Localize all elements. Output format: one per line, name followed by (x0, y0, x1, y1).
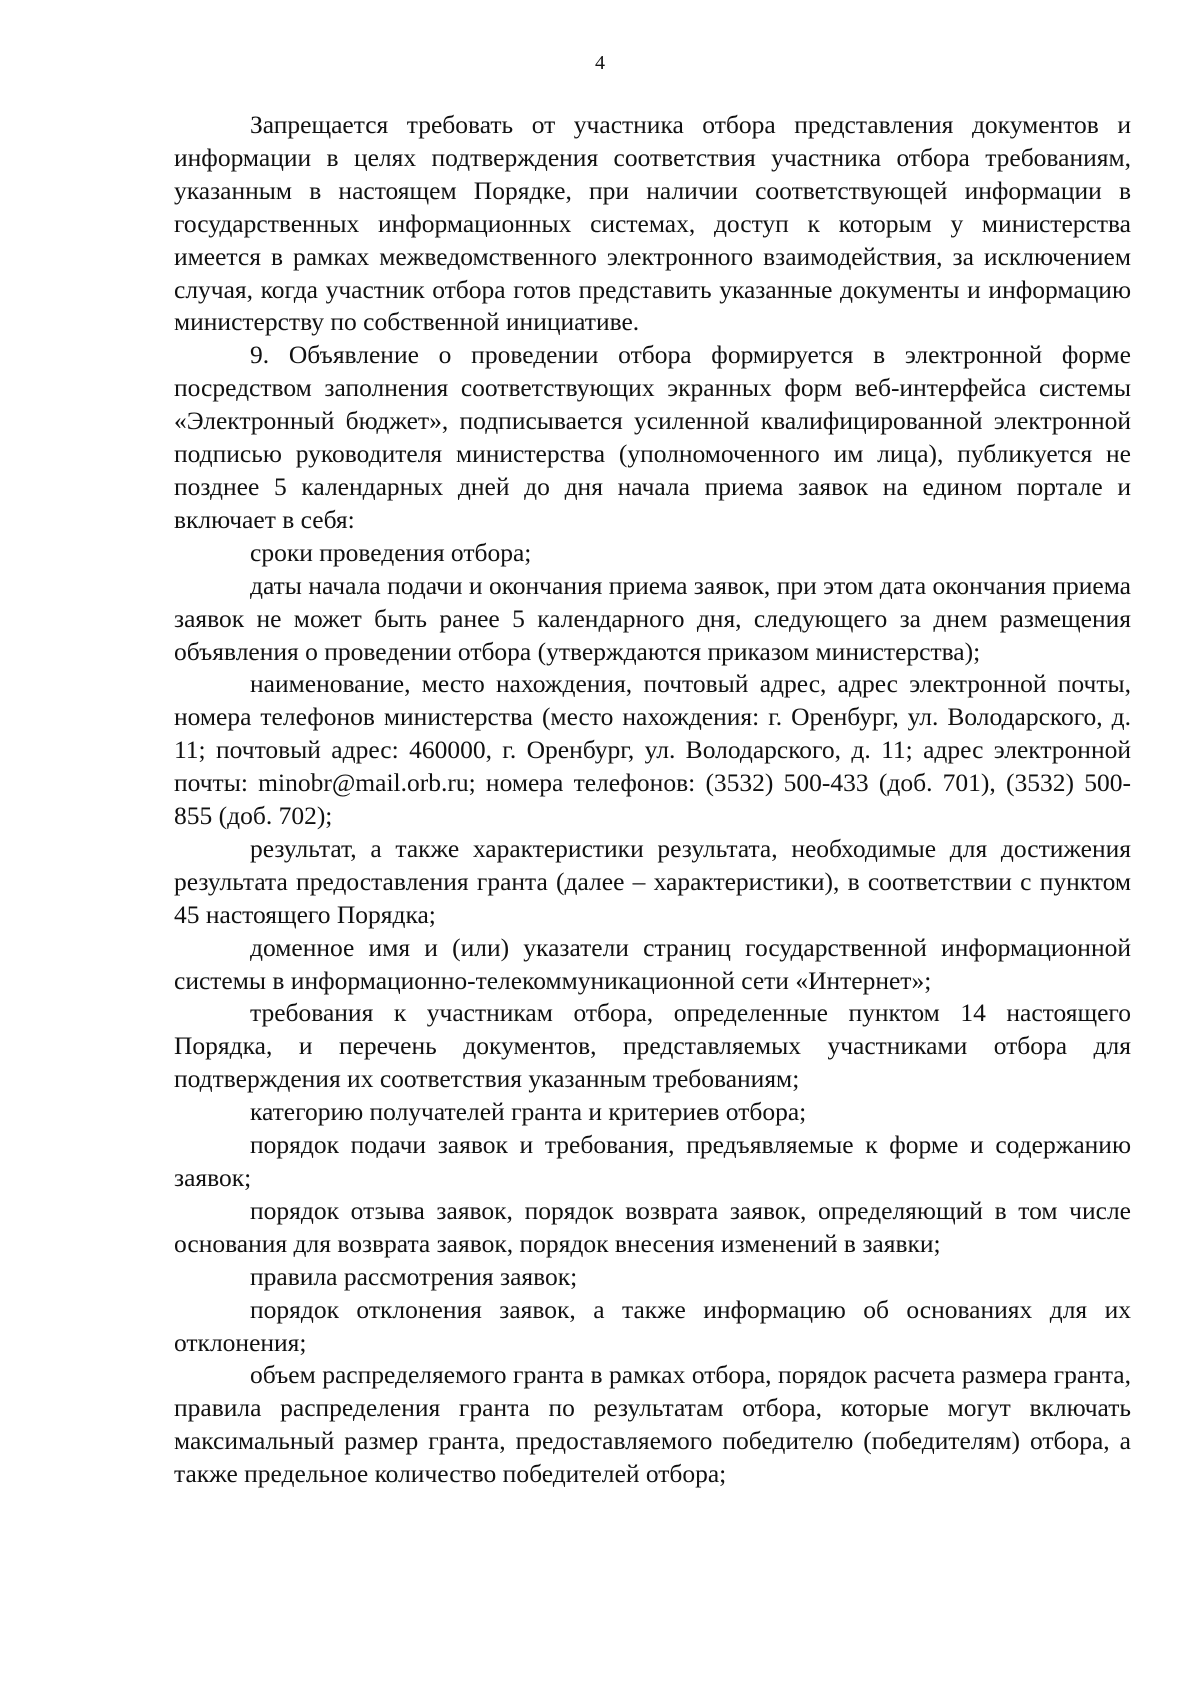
page-number: 4 (595, 52, 605, 74)
paragraph-application-dates: даты начала подачи и окончания приема заявок, при этом дата окончания приема заявок не может быть ранее 5 календарного дня, следующего за днем размещения объявления о проведении отбора (утверждаются приказом министерства); (174, 570, 1131, 666)
paragraph-submission-procedure: порядок подачи заявок и требования, предъявляемые к форме и содержанию заявок; (174, 1130, 1131, 1192)
paragraph-recipient-category: категорию получателей гранта и критериев отбора; (250, 1097, 807, 1127)
document-body (174, 109, 1131, 1491)
paragraph-grant-result: результат, а также характеристики результата, необходимые для достижения результата предоставления гранта (далее – характеристики), в соответствии с пунктом 45 настоящего Порядка; (174, 833, 1131, 929)
paragraph-review-rules: правила рассмотрения заявок; (250, 1261, 578, 1291)
paragraph-document-request-prohibition: Запрещается требовать от участника отбора представления документов и информации в целях подтверждения соответствия участника отбора требованиям, указанным в настоящем Порядке, при наличии соответствующей информации в государственных информационных системах, доступ к которым у министерства имеется в рамках межведомственного электронного взаимодействия, за исключением случая, когда участник отбора готов представить указанные документы и информацию министерству по собственной инициативе. (174, 110, 1131, 337)
paragraph-grant-volume: объем распределяемого гранта в рамках отбора, порядок расчета размера гранта, правила распределения гранта по результатам отбора, которые могут включать максимальный размер гранта, предоставляемого победителю (победителям) отбора, а также предельное количество победителей отбора; (174, 1360, 1131, 1489)
paragraph-rejection-procedure: порядок отклонения заявок, а также информацию об основаниях для их отклонения; (174, 1294, 1131, 1357)
paragraph-ministry-contacts: наименование, место нахождения, почтовый адрес, адрес электронной почты, номера телефонов министерства (место нахождения: г. Оренбург, ул. Володарского, д. 11; почтовый адрес: 460000, г. Оренбург, ул. Володарского, д. 11; адрес электронной почты: minobr@mail.orb.ru; номера телефонов: (3532) 500-433 (доб. 701), (3532) 500-855 (доб. 702); (174, 669, 1131, 831)
paragraph-participant-requirements: требования к участникам отбора, определенные пунктом 14 настоящего Порядка, и перечень документов, представляемых участниками отбора для подтверждения их соответствия указанным требованиям; (174, 998, 1131, 1094)
paragraph-domain-name: доменное имя и (или) указатели страниц государственной информационной системы в информационно-телекоммуникационной сети «Интернет»; (174, 932, 1131, 995)
paragraph-withdrawal-procedure: порядок отзыва заявок, порядок возврата заявок, определяющий в том числе основания для возврата заявок, порядок внесения изменений в заявки; (174, 1195, 1131, 1258)
paragraph-announcement-item-9: 9. Объявление о проведении отбора формируется в электронной форме посредством заполнения соответствующих экранных форм веб-интерфейса системы «Электронный бюджет», подписывается усиленной квалифицированной электронной подписью руководителя министерства (уполномоченного им лица), публикуется не позднее 5 календарных дней до дня начала приема заявок на едином портале и включает в себя: (174, 340, 1131, 534)
paragraph-selection-terms: сроки проведения отбора; (250, 537, 532, 567)
